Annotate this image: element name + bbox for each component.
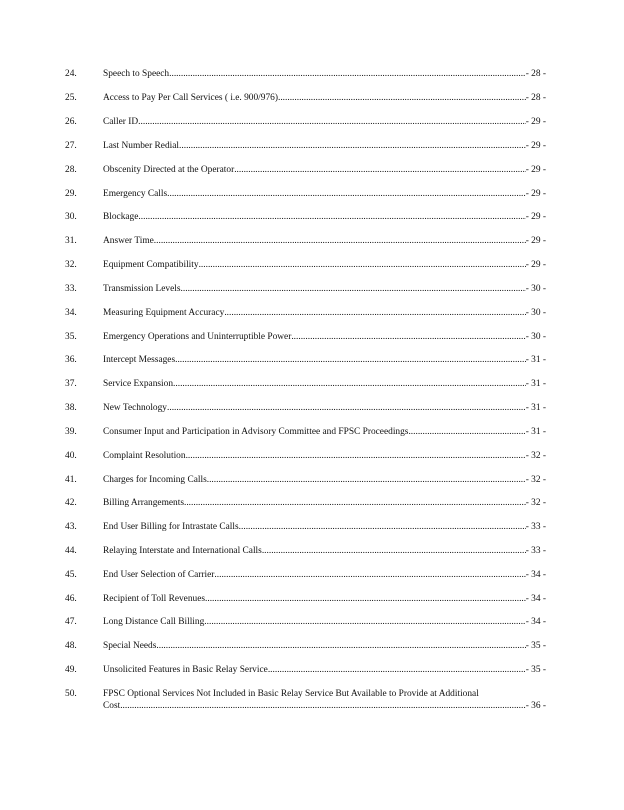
dot-leader: [214, 570, 525, 581]
entry-title: Relaying Interstate and International Calls: [103, 546, 262, 556]
dot-leader: [291, 332, 525, 343]
entry-title: Emergency Calls: [103, 189, 168, 199]
entry-line: [103, 427, 546, 438]
entry-number: 27.: [65, 141, 77, 151]
entry-number: 24.: [65, 69, 77, 79]
entry-page: - 32 -: [525, 498, 546, 508]
dot-leader: [169, 69, 526, 80]
entry-line: [103, 522, 546, 533]
entry-title: Recipient of Toll Revenues: [103, 594, 206, 604]
entry-number: 30.: [65, 212, 77, 222]
dot-leader: [167, 189, 526, 200]
entry-number: 26.: [65, 117, 77, 127]
dot-leader: [175, 355, 526, 366]
entry-line: [103, 308, 546, 319]
entry-title: Measuring Equipment Accuracy: [103, 308, 225, 318]
entry-page: - 33 -: [525, 546, 546, 556]
entry-line: [103, 617, 546, 628]
entry-line: [103, 594, 546, 605]
entry-line: [103, 332, 546, 343]
entry-line: [103, 117, 546, 128]
dot-leader: [173, 379, 526, 390]
entry-number: 45.: [65, 570, 77, 580]
entry-number: 46.: [65, 594, 77, 604]
entry-title: Access to Pay Per Call Services ( i.e. 900/976): [103, 93, 278, 103]
entry-page: - 34 -: [525, 594, 546, 604]
entry-page: - 29 -: [525, 236, 546, 246]
entry-number: 25.: [65, 93, 77, 103]
dot-leader: [138, 212, 525, 223]
entry-line: [103, 451, 546, 462]
dot-leader: [181, 284, 526, 295]
entry-page: - 35 -: [525, 641, 546, 651]
entry-line: [103, 665, 546, 676]
dot-leader: [278, 93, 526, 104]
entry-title: Equipment Compatibility: [103, 260, 199, 270]
dot-leader: [268, 665, 526, 676]
dot-leader: [138, 117, 526, 128]
entry-line: [103, 165, 546, 176]
dot-leader: [167, 403, 526, 414]
entry-title: Unsolicited Features in Basic Relay Service: [103, 665, 268, 675]
entry-title: Answer Time: [103, 236, 154, 246]
entry-title-first-line: FPSC Optional Services Not Included in Basic Relay Service But Available to Provide at Additional: [103, 689, 479, 699]
entry-title: Special Needs: [103, 641, 157, 651]
entry-page: - 31 -: [525, 379, 546, 389]
entry-number: 36.: [65, 355, 77, 365]
entry-title: End User Billing for Intrastate Calls: [103, 522, 239, 532]
entry-number: 38.: [65, 403, 77, 413]
entry-page: - 35 -: [525, 665, 546, 675]
entry-line: [103, 701, 546, 712]
entry-line: [103, 93, 546, 104]
entry-title: Charges for Incoming Calls: [103, 475, 207, 485]
entry-number: 43.: [65, 522, 77, 532]
entry-number: 39.: [65, 427, 77, 437]
entry-title: Complaint Resolution: [103, 451, 186, 461]
entry-title: Long Distance Call Billing: [103, 617, 205, 627]
entry-number: 31.: [65, 236, 77, 246]
toc-entry-50: [0, 689, 624, 713]
entry-page: - 31 -: [525, 355, 546, 365]
dot-leader: [205, 594, 526, 605]
dot-leader: [234, 165, 525, 176]
entry-line: [103, 141, 546, 152]
entry-line: [103, 236, 546, 247]
entry-page: - 28 -: [525, 69, 546, 79]
dot-leader: [239, 522, 526, 533]
entry-line: [103, 641, 546, 652]
entry-number: 34.: [65, 308, 77, 318]
entry-number: 49.: [65, 665, 77, 675]
entry-page: - 32 -: [525, 451, 546, 461]
entry-number: 29.: [65, 189, 77, 199]
entry-line: [103, 355, 546, 366]
entry-title: Blockage: [103, 212, 139, 222]
dot-leader: [204, 617, 525, 628]
entry-number: 28.: [65, 165, 77, 175]
dot-leader: [262, 546, 526, 557]
entry-line: [103, 260, 546, 271]
entry-page: - 29 -: [525, 165, 546, 175]
entry-number: 44.: [65, 546, 77, 556]
entry-title: Obscenity Directed at the Operator: [103, 165, 235, 175]
entry-title: End User Selection of Carrier: [103, 570, 215, 580]
dot-leader: [199, 260, 526, 271]
entry-page: - 28 -: [525, 93, 546, 103]
entry-page: - 36 -: [525, 701, 546, 711]
entry-title: Speech to Speech: [103, 69, 170, 79]
dot-leader: [120, 701, 525, 712]
entry-line: [103, 379, 546, 390]
entry-line: [103, 546, 546, 557]
entry-page: - 30 -: [525, 332, 546, 342]
entry-line: [103, 403, 546, 414]
entry-page: - 29 -: [525, 189, 546, 199]
entry-number: 40.: [65, 451, 77, 461]
entry-title: Caller ID: [103, 117, 139, 127]
entry-line: [103, 498, 546, 509]
entry-title: Billing Arrangements: [103, 498, 184, 508]
entry-page: - 33 -: [525, 522, 546, 532]
entry-title: Emergency Operations and Uninterruptible Power: [103, 332, 292, 342]
dot-leader: [179, 141, 526, 152]
entry-title: New Technology: [103, 403, 167, 413]
entry-number: 33.: [65, 284, 77, 294]
entry-title: Transmission Levels: [103, 284, 181, 294]
dot-leader: [156, 641, 525, 652]
entry-number: 47.: [65, 617, 77, 627]
entry-title: Last Number Redial: [103, 141, 180, 151]
dot-leader: [408, 427, 525, 438]
entry-page: - 30 -: [525, 308, 546, 318]
entry-page: - 34 -: [525, 617, 546, 627]
entry-page: - 30 -: [525, 284, 546, 294]
entry-number: 32.: [65, 260, 77, 270]
entry-page: - 34 -: [525, 570, 546, 580]
dot-leader: [207, 475, 526, 486]
entry-page: - 32 -: [525, 475, 546, 485]
entry-number: 41.: [65, 475, 77, 485]
entry-line: [103, 570, 546, 581]
dot-leader: [154, 236, 526, 247]
entry-page: - 31 -: [525, 403, 546, 413]
entry-title: Intercept Messages: [103, 355, 176, 365]
dot-leader: [186, 451, 526, 462]
entry-number: 42.: [65, 498, 77, 508]
entry-line: [103, 212, 546, 223]
entry-number: 37.: [65, 379, 77, 389]
dot-leader: [224, 308, 525, 319]
entry-line: [103, 189, 546, 200]
entry-page: - 29 -: [525, 260, 546, 270]
entry-page: - 31 -: [525, 427, 546, 437]
entry-line: [103, 284, 546, 295]
entry-number: 35.: [65, 332, 77, 342]
entry-page: - 29 -: [525, 141, 546, 151]
entry-title: Cost: [103, 701, 121, 711]
entry-line: [103, 69, 546, 80]
entry-number: 48.: [65, 641, 77, 651]
entry-page: - 29 -: [525, 117, 546, 127]
entry-title: Service Expansion: [103, 379, 174, 389]
entry-number: 50.: [65, 689, 77, 699]
entry-line: [103, 475, 546, 486]
entry-title: Consumer Input and Participation in Advisory Committee and FPSC Proceedings: [103, 427, 409, 437]
dot-leader: [184, 498, 526, 509]
entry-page: - 29 -: [525, 212, 546, 222]
